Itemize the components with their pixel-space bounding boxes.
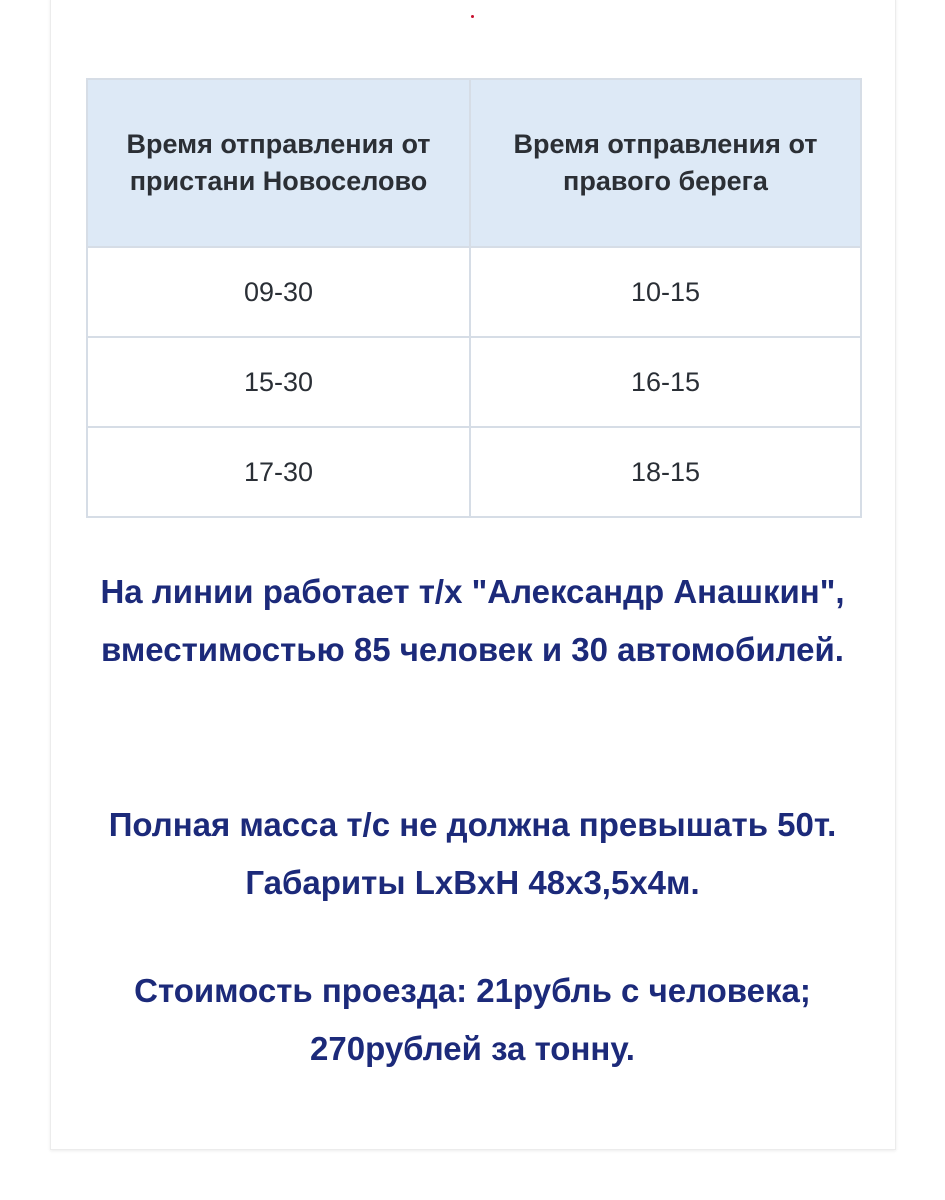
header-novoselovo-departure: Время отправления от пристани Новоселово bbox=[87, 79, 470, 247]
departure-right-bank-cell: 16-15 bbox=[470, 337, 861, 427]
fare-info-text: Стоимость проезда: 21рубль с человека; 270рублей за тонну. bbox=[134, 972, 811, 1067]
vehicle-mass-info-text: Полная масса т/с не должна превышать 50т. Габариты LxBxH 48х3,5х4м. bbox=[108, 806, 837, 901]
table-row bbox=[87, 427, 861, 517]
ferry-schedule-table bbox=[86, 78, 862, 518]
table-row bbox=[87, 337, 861, 427]
decorative-dot bbox=[471, 15, 474, 18]
header-right-bank-departure: Время отправления от правого берега bbox=[470, 79, 861, 247]
table-row bbox=[87, 247, 861, 337]
departure-novoselovo-cell: 17-30 bbox=[87, 427, 470, 517]
departure-right-bank-cell: 10-15 bbox=[470, 247, 861, 337]
departure-novoselovo-cell: 15-30 bbox=[87, 337, 470, 427]
departure-right-bank-cell: 18-15 bbox=[470, 427, 861, 517]
table-header-row bbox=[87, 79, 861, 247]
vessel-info-text: На линии работает т/х "Александр Анашкин", вместимостью 85 человек и 30 автомобилей. bbox=[100, 573, 845, 668]
departure-novoselovo-cell: 09-30 bbox=[87, 247, 470, 337]
